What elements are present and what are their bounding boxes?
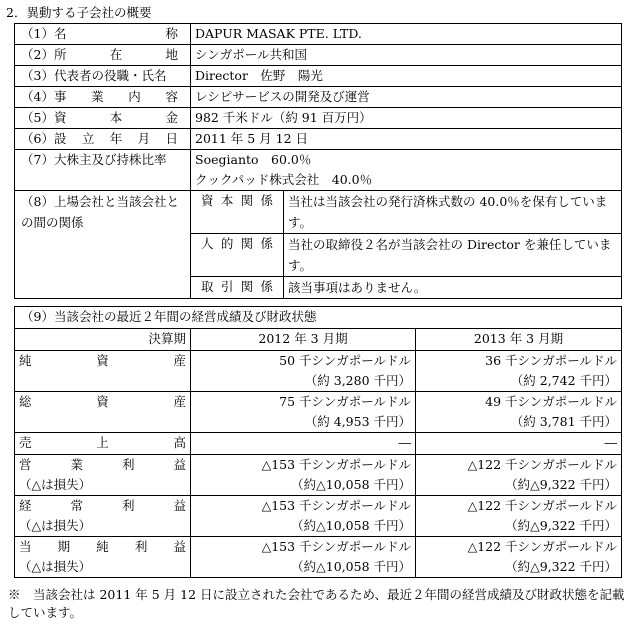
- relationship-type-label-char: 関: [240, 279, 254, 294]
- metric-value: [191, 496, 416, 537]
- item-label: 大株主及び持株比率: [53, 152, 167, 167]
- metric-value-line: 75 千シンガポールドル: [279, 394, 411, 409]
- metric-value-line: 50 千シンガポールドル: [279, 353, 411, 368]
- item-label-char: 地: [165, 47, 178, 62]
- metric-name-char: 益: [173, 457, 186, 472]
- item-number: （1）: [21, 26, 54, 41]
- metric-name-char: 産: [173, 394, 186, 409]
- overview-value: レシピサービスの開発及び運営: [191, 87, 622, 108]
- overview-value: 982 千米ドル（約 91 百万円）: [191, 108, 622, 129]
- overview-row: [15, 129, 622, 150]
- metric-value-line: （約 4,953 千円）: [304, 414, 411, 429]
- overview-label-wrap: [21, 108, 186, 128]
- overview-label-wrap: [21, 129, 186, 149]
- overview-row: [15, 24, 622, 45]
- overview-label: [15, 129, 191, 150]
- metric-value: [416, 433, 622, 455]
- relationship-type-label-char: 資: [201, 193, 214, 208]
- item-number: （6）: [21, 131, 54, 146]
- item-number: （8）: [21, 194, 54, 209]
- overview-value: Director 佐野 陽光: [191, 66, 622, 87]
- overview-value: シンガポール共和国: [191, 45, 622, 66]
- metric-value: [191, 455, 416, 496]
- financials-row: [15, 392, 622, 433]
- section-heading: 2．異動する子会社の概要: [6, 5, 152, 20]
- metric-name: [19, 433, 186, 453]
- overview-value: DAPUR MASAK PTE. LTD.: [191, 24, 622, 45]
- overview-row: [15, 108, 622, 129]
- overview-label: [15, 108, 191, 129]
- relationship-type-label-char: 取: [201, 279, 214, 294]
- metric-name-char: 総: [19, 394, 32, 409]
- item-label-char: 称: [165, 26, 178, 41]
- item-label-char: 名: [53, 26, 67, 41]
- metric-value-line: （約△10,058 千円）: [291, 477, 411, 492]
- metric-label: [15, 433, 191, 455]
- item-label-char: 資: [53, 110, 67, 125]
- metric-name-char: 高: [173, 435, 186, 450]
- metric-label: [15, 455, 191, 496]
- relationship-type-label: [201, 234, 273, 254]
- metric-name: [19, 537, 186, 557]
- metric-value-line: （約△10,058 千円）: [291, 518, 411, 533]
- relationship-type-label-char: 本: [220, 193, 234, 208]
- shareholders-row: [15, 150, 622, 191]
- metric-name-char: 業: [70, 457, 83, 472]
- metric-value-line: （約△9,322 千円）: [505, 559, 617, 574]
- metric-name-char: 営: [19, 457, 32, 472]
- relationship-type: [191, 277, 284, 299]
- overview-row: [15, 87, 622, 108]
- item-number: （7）: [21, 152, 54, 167]
- relationship-type-label: [201, 277, 273, 297]
- metric-value: [191, 392, 416, 433]
- metric-value-line: △122 千シンガポールドル: [467, 457, 617, 472]
- metric-value-line: △153 千シンガポールドル: [261, 498, 411, 513]
- relationship-type-label-char: 係: [260, 279, 273, 294]
- metric-value-line: △122 千シンガポールドル: [467, 498, 617, 513]
- metric-value-line: △122 千シンガポールドル: [467, 539, 617, 554]
- metric-name-char: 資: [96, 353, 109, 368]
- metric-value-line: ―: [604, 435, 617, 450]
- item-label: 上場会社と当該会社との間の関係: [21, 194, 179, 230]
- metric-name-char: 当: [19, 539, 32, 554]
- period-header: 2012 年 3 月期: [191, 329, 416, 351]
- overview-label: [15, 150, 191, 191]
- item-number: （5）: [21, 110, 54, 125]
- overview-row: [15, 45, 622, 66]
- item-label: [54, 108, 186, 128]
- metric-value-line: （約 2,742 千円）: [510, 373, 617, 388]
- item-label-char: 内: [128, 89, 141, 104]
- item-label: [54, 24, 186, 44]
- metric-value: [416, 455, 622, 496]
- overview-label: [15, 45, 191, 66]
- item-label: [54, 45, 186, 65]
- relationship-value: 当社の取締役２名が当該会社の Director を兼任しています。: [284, 234, 622, 277]
- metric-name: [19, 455, 186, 475]
- overview-label-wrap: [21, 24, 186, 44]
- item-label-char: 金: [165, 110, 178, 125]
- relationship-type-label-char: 関: [240, 193, 254, 208]
- metric-name-char: 期: [57, 539, 71, 554]
- relationship-type: [191, 234, 284, 277]
- metric-value: [191, 433, 416, 455]
- metric-value: [416, 392, 622, 433]
- financials-title: （9）当該会社の最近２年間の経営成績及び財政状態: [15, 307, 622, 329]
- overview-label-wrap: [21, 45, 186, 65]
- relationship-type-label-char: 係: [260, 193, 273, 208]
- metric-name: [19, 392, 186, 412]
- financials-header-row: [15, 329, 622, 351]
- financials-title-row: [15, 307, 622, 329]
- metric-name-char: 売: [19, 435, 32, 450]
- item-label-char: 所: [53, 47, 67, 62]
- relationship-type-label-char: 引: [220, 279, 234, 294]
- relationship-type-label-char: 係: [260, 236, 273, 251]
- metric-name-char: 経: [19, 498, 32, 513]
- metric-name: [19, 351, 186, 371]
- metric-value: [416, 496, 622, 537]
- metric-value-line: 36 千シンガポールドル: [485, 353, 617, 368]
- relationship-type-label: [201, 191, 273, 211]
- item-number: （2）: [21, 47, 54, 62]
- metric-name: [19, 496, 186, 516]
- metric-label: [15, 496, 191, 537]
- metric-value-line: △153 千シンガポールドル: [261, 457, 411, 472]
- metric-value-line: （約△9,322 千円）: [505, 518, 617, 533]
- metric-name-char: 上: [96, 435, 109, 450]
- item-label-char: 在: [109, 47, 123, 62]
- metric-value-line: 49 千シンガポールドル: [485, 394, 617, 409]
- shareholders-value: [191, 150, 622, 191]
- financials-row: [15, 433, 622, 455]
- relationship-value: 当社は当該会社の発行済株式数の 40.0％を保有しています。: [284, 191, 622, 234]
- item-label-char: 年: [109, 131, 123, 146]
- item-label: [54, 129, 186, 149]
- metric-name-char: 常: [70, 498, 83, 513]
- financials-row: [15, 455, 622, 496]
- metric-name-char: 利: [121, 498, 135, 513]
- metric-value-line: （約 3,781 千円）: [510, 414, 617, 429]
- overview-label-wrap: [21, 87, 186, 107]
- item-label-char: 日: [165, 131, 178, 146]
- metric-name-char: 益: [173, 539, 186, 554]
- overview-label: [15, 24, 191, 45]
- overview-row: [15, 66, 622, 87]
- overview-label: [15, 87, 191, 108]
- metric-name-char: 利: [134, 539, 148, 554]
- financials-row: [15, 537, 622, 578]
- overview-label: [15, 66, 191, 87]
- metric-name-char: 純: [96, 539, 109, 554]
- item-label-char: 月: [137, 131, 151, 146]
- metric-note: （△は損失）: [19, 559, 92, 574]
- metric-value-line: （約△9,322 千円）: [505, 477, 617, 492]
- relationship-value: 該当事項はありません。: [284, 277, 622, 299]
- metric-value: [191, 351, 416, 392]
- metric-value-line: （約△10,058 千円）: [291, 559, 411, 574]
- item-label-char: 設: [53, 131, 67, 146]
- relationship-type-label-char: 関: [240, 236, 254, 251]
- metric-value: [191, 537, 416, 578]
- shareholder-line: クックパッド株式会社 40.0％: [195, 172, 373, 187]
- metric-name-char: 益: [173, 498, 186, 513]
- metric-value-line: （約 3,280 千円）: [304, 373, 411, 388]
- item-number: （3）: [21, 68, 54, 83]
- item-number: （4）: [21, 89, 54, 104]
- metric-label: [15, 392, 191, 433]
- overview-label-wrap: [21, 66, 186, 86]
- metric-label: [15, 351, 191, 392]
- relationship-type: [191, 191, 284, 234]
- metric-value-line: △153 千シンガポールドル: [261, 539, 411, 554]
- metric-name-char: 利: [121, 457, 135, 472]
- period-label: 決算期: [15, 329, 191, 351]
- item-label-char: 業: [91, 89, 104, 104]
- financials-row: [15, 496, 622, 537]
- relationship-type-label-char: 的: [220, 236, 234, 251]
- metric-note: （△は損失）: [19, 518, 92, 533]
- item-label-char: 容: [165, 89, 178, 104]
- relationship-label: [15, 191, 191, 299]
- item-label-char: 本: [109, 110, 123, 125]
- metric-label: [15, 537, 191, 578]
- item-label: [54, 87, 186, 107]
- footnote: ※ 当該会社は 2011 年 5 月 12 日に設立された会社であるため、最近２年間の経営成績及び財政状態を記載しています。: [8, 587, 625, 620]
- financials-table: [14, 306, 622, 578]
- metric-name-char: 純: [19, 353, 32, 368]
- metric-value: [416, 537, 622, 578]
- metric-name-char: 産: [173, 353, 186, 368]
- metric-name-char: 資: [96, 394, 109, 409]
- company-overview-table: [14, 23, 622, 299]
- financials-row: [15, 351, 622, 392]
- metric-value: [416, 351, 622, 392]
- metric-value-line: ―: [398, 435, 411, 450]
- metric-note: （△は損失）: [19, 477, 92, 492]
- overview-value: 2011 年 5 月 12 日: [191, 129, 622, 150]
- item-label: 代表者の役職・氏名: [53, 68, 167, 83]
- relationship-row: [15, 191, 622, 234]
- shareholder-line: Soegianto 60.0％: [195, 152, 312, 167]
- item-label-char: 事: [53, 89, 67, 104]
- relationship-type-label-char: 人: [201, 236, 214, 251]
- item-label-char: 立: [81, 131, 95, 146]
- period-header: 2013 年 3 月期: [416, 329, 622, 351]
